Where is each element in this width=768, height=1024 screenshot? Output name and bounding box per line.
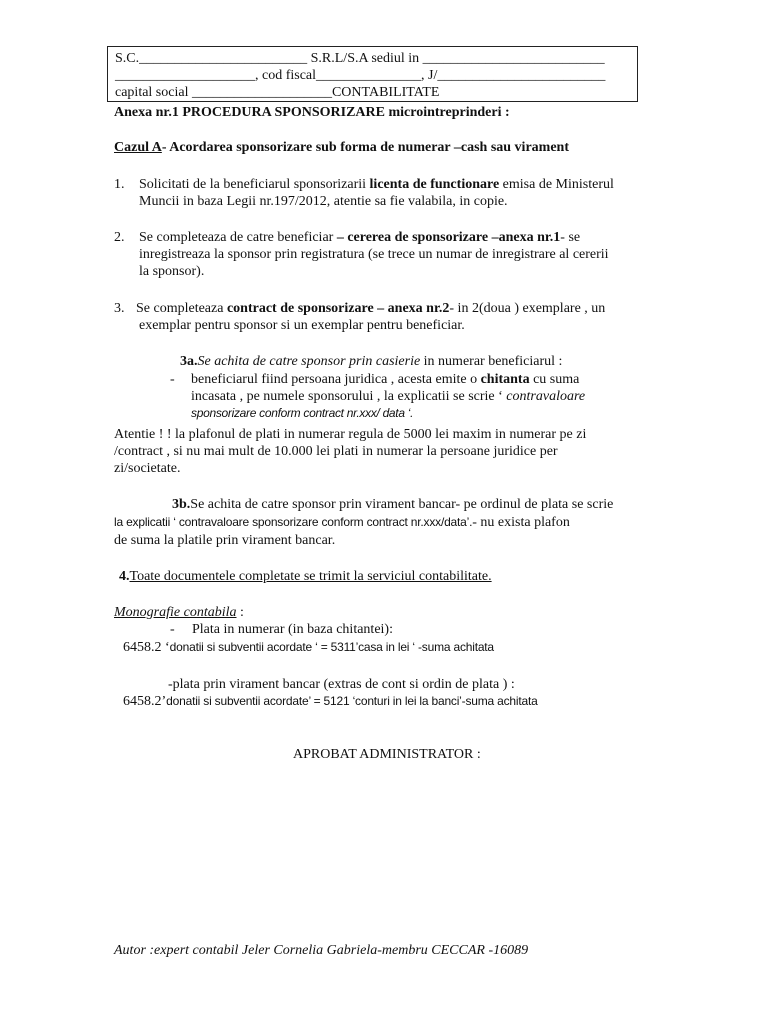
section-3a-b1c: cu suma xyxy=(529,372,580,387)
monografie-p2-entry xyxy=(123,693,538,710)
header-line-1: S.C.________________________ S.R.L/S.A sediul in __________________________ xyxy=(115,51,605,66)
item-3-text-bold: contract de sponsorizare – anexa nr.2 xyxy=(226,301,450,316)
attention-line-3: zi/societate. xyxy=(114,461,181,476)
item-2-text-bold: – cererea de sponsorizare –anexa nr.1 xyxy=(336,230,561,245)
monografie-p2-entry-a: 6458.2’ xyxy=(123,694,167,709)
section-3b-l2b: - nu exista plafon xyxy=(472,515,570,530)
approval-label: APROBAT ADMINISTRATOR : xyxy=(293,747,481,762)
monografie-p1-entry-b: donatii si subventii acordate ‘ = 5311’casa in lei ‘ -suma achitata xyxy=(169,640,494,654)
section-3b-l1: Se achita de catre sponsor prin virament bancar- pe ordinul de plata se scrie xyxy=(190,497,614,512)
monografie-p1-entry-a: 6458.2 ‘ xyxy=(123,640,170,655)
monografie-p2-entry-b: donatii si subventii acordate’ = 5121 ‘conturi in lei la banci’-suma achitata xyxy=(166,694,538,708)
item-3-text-c: - in 2(doua ) exemplare , un xyxy=(449,301,606,316)
attention-line-1: Atentie ! ! la plafonul de plati in numerar regula de 5000 lei maxim in numerar pe zi xyxy=(114,427,587,442)
section-3a-chitanta: chitanta xyxy=(480,372,530,387)
section-3a-heading xyxy=(180,353,562,370)
author-footer: Autor :expert contabil Jeler Cornelia Gabriela-membru CECCAR -16089 xyxy=(114,943,529,958)
monografie-p1-entry xyxy=(123,639,494,656)
section-3a-bullet-line-2 xyxy=(191,388,585,405)
item-1-line-2: Muncii in baza Legii nr.197/2012, atentie sa fie valabila, in copie. xyxy=(139,194,508,209)
item-1-text-c: emisa de Ministerul xyxy=(499,177,614,192)
item-2-line-2: inregistreaza la sponsor prin registratura (se trece un numar de inregistrare al cererii xyxy=(139,247,609,262)
monografie-dash: - xyxy=(170,622,175,637)
section-3a-bullet-line-1 xyxy=(191,371,579,388)
section-3a-b2b: contravaloare xyxy=(506,389,586,404)
section-3b-label: 3b. xyxy=(172,497,191,512)
item-2-text-c: - se xyxy=(560,230,581,245)
case-a-title: - Acordarea sponsorizare sub forma de numerar –cash sau virament xyxy=(161,140,569,155)
item-2-text-a: Se completeaza de catre beneficiar xyxy=(139,230,337,245)
header-line-2: ____________________, cod fiscal_______________, J/________________________ xyxy=(115,68,606,83)
attention-line-2: /contract , si nu mai mult de 10.000 lei plati in numerar la persoane juridice per xyxy=(114,444,558,459)
item-3-number: 3. xyxy=(114,301,125,316)
section-3b-line-1 xyxy=(172,496,613,513)
item-2-number: 2. xyxy=(114,230,125,245)
section-3a-bullet-line-3: sponsorizare conform contract nr.xxx/ data ‘. xyxy=(191,406,414,420)
item-3-text-a: Se completeaza xyxy=(136,301,227,316)
section-3a-dash: - xyxy=(170,372,175,387)
item-2-line-1 xyxy=(139,229,580,246)
monografie-p1: Plata in numerar (in baza chitantei): xyxy=(192,622,393,637)
case-a-heading xyxy=(114,139,569,156)
item-2-line-3: la sponsor). xyxy=(139,264,205,279)
section-3b-line-2 xyxy=(114,514,570,531)
monografie-colon: : xyxy=(236,605,244,620)
item-1-number: 1. xyxy=(114,177,125,192)
section-3a-italic: Se achita de catre sponsor prin casierie xyxy=(197,354,421,369)
company-header-box xyxy=(107,46,638,102)
monografie-p2: -plata prin virament bancar (extras de cont si ordin de plata ) : xyxy=(168,677,515,692)
section-3a-b2a: incasata , pe numele sponsorului , la explicatii se scrie ‘ xyxy=(191,389,507,404)
monografie-heading xyxy=(114,604,244,621)
item-3-line-1 xyxy=(136,300,605,317)
item-3-line-2: exemplar pentru sponsor si un exemplar pentru beneficiar. xyxy=(139,318,465,333)
section-4-label: 4. xyxy=(119,569,130,584)
header-line-3: capital social ____________________CONTABILITATE xyxy=(115,85,440,100)
item-1-text-bold: licenta de functionare xyxy=(369,177,500,192)
annex-title: Anexa nr.1 PROCEDURA SPONSORIZARE microintreprinderi : xyxy=(114,105,510,120)
section-3a-b1a: beneficiarul fiind persoana juridica , acesta emite o xyxy=(191,372,481,387)
item-1-line-1 xyxy=(139,176,614,193)
section-3b-l2a: la explicatii ‘ contravaloare sponsorizare conform contract nr.xxx/data’. xyxy=(114,515,473,529)
case-a-label: Cazul A xyxy=(114,140,162,155)
section-4-text: Toate documentele completate se trimit la serviciul contabilitate. xyxy=(129,569,492,584)
section-3a-rest: in numerar beneficiarul : xyxy=(420,354,563,369)
section-3b-line-3: de suma la platile prin virament bancar. xyxy=(114,533,336,548)
item-1-text-a: Solicitati de la beneficiarul sponsorizarii xyxy=(139,177,370,192)
monografie-title: Monografie contabila xyxy=(114,605,237,620)
section-4 xyxy=(119,568,492,585)
section-3a-label: 3a. xyxy=(180,354,198,369)
